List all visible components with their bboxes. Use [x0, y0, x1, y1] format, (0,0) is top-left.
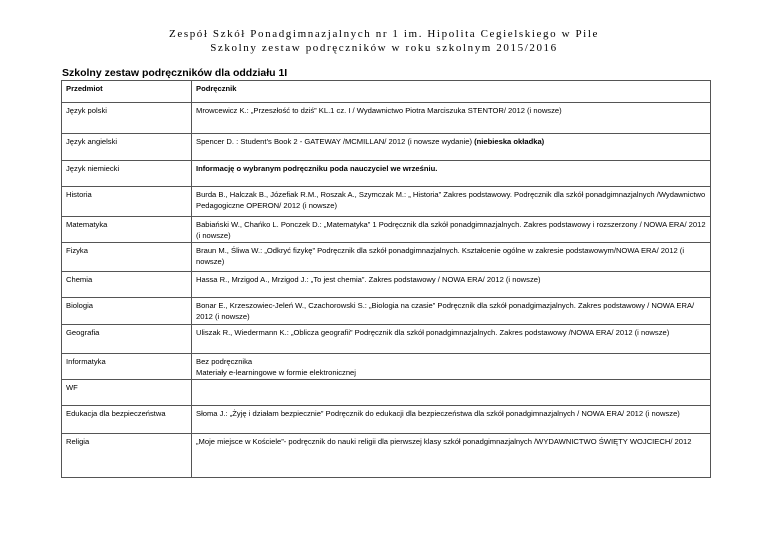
table-row [62, 434, 711, 478]
table-row [62, 272, 711, 298]
table-row [62, 187, 711, 217]
class-title: Szkolny zestaw podręczników dla oddziału 1I [62, 67, 288, 79]
textbook-text: Spencer D. : Student’s Book 2 - GATEWAY /MCMILLAN/ 2012 (i nowsze wydanie) [196, 137, 475, 146]
table-row [62, 298, 711, 325]
textbook-cell [192, 217, 711, 243]
textbook-text: Bonar E., Krzeszowiec-Jeleń W., Czachorowski S.: „Biologia na czasie” Podręcznik dla szkół ponadgimazjalnych. Zakres podstawowy / NOWA ERA/ 2012 (i nowsze) [196, 301, 695, 321]
textbook-text: Uliszak R., Wiedermann K.: „Oblicza geografii” Podręcznik dla szkół ponadgimnazjalnych. Zakres podstawowy /NOWA ERA/ 2012 (i nowsze) [196, 328, 670, 337]
textbook-text: Bez podręcznika [196, 357, 253, 366]
textbook-text: Hassa R., Mrzigod A., Mrzigod J.: „To jest chemia”. Zakres podstawowy / NOWA ERA/ 2012 (i nowsze) [196, 275, 541, 284]
table-row [62, 354, 711, 380]
subject-cell: Fizyka [62, 243, 192, 272]
table-row [62, 103, 711, 134]
textbook-bold-note: Informację o wybranym podręczniku poda nauczyciel we wrześniu. [196, 164, 438, 173]
table-row [62, 325, 711, 354]
textbook-cell [192, 103, 711, 134]
column-header-textbook: Podręcznik [192, 81, 711, 103]
subject-cell: Biologia [62, 298, 192, 325]
textbook-text: Materiały e-learningowe w formie elektronicznej [196, 368, 356, 377]
table-row [62, 161, 711, 187]
table-row [62, 406, 711, 434]
table-header-row [62, 81, 711, 103]
textbook-text: Burda B., Halczak B., Józefiak R.M., Roszak A., Szymczak M.: „ Historia” Zakres podstawowy. Podręcznik dla szkół ponadgimnazjalnych /Wydawnictwo Pedagogiczne OPERON/ 2012 (i nowsze) [196, 190, 706, 210]
subject-cell: Geografia [62, 325, 192, 354]
column-header-subject: Przedmiot [62, 81, 192, 103]
table-row [62, 380, 711, 406]
textbook-cell [192, 325, 711, 354]
table-row [62, 217, 711, 243]
textbook-cell [192, 187, 711, 217]
textbook-cell [192, 134, 711, 161]
subject-cell: WF [62, 380, 192, 406]
subject-cell: Historia [62, 187, 192, 217]
textbook-cell [192, 272, 711, 298]
subject-cell: Religia [62, 434, 192, 478]
textbook-table [61, 80, 711, 478]
textbook-text: Słoma J.: „Żyję i działam bezpiecznie” Podręcznik do edukacji dla bezpieczeństwa dla szkół ponadgimnazjalnych / NOWA ERA/ 2012 (i nowsze) [196, 409, 680, 418]
textbook-text: „Moje miejsce w Kościele”- podręcznik do nauki religii dla pierwszej klasy szkół ponadgimnazjalnych /WYDAWNICTWO ŚWIĘTY WOJCIECH/ 2012 [196, 437, 692, 446]
school-name-header: Zespół Szkół Ponadgimnazjalnych nr 1 im. Hipolita Cegielskiego w Pile [169, 28, 599, 40]
subject-cell: Edukacja dla bezpieczeństwa [62, 406, 192, 434]
textbook-cell [192, 434, 711, 478]
textbook-text: Mrowcewicz K.: „Przeszłość to dziś” KL.1 cz. I / Wydawnictwo Piotra Marciszuka STENTOR/ 2012 (i nowsze) [196, 106, 562, 115]
textbook-cell [192, 380, 711, 406]
subject-cell: Informatyka [62, 354, 192, 380]
textbook-cell [192, 161, 711, 187]
textbook-cell [192, 354, 711, 380]
textbook-cell [192, 243, 711, 272]
school-year-header: Szkolny zestaw podręczników w roku szkolnym 2015/2016 [210, 42, 558, 54]
table-row [62, 243, 711, 272]
subject-cell: Język niemiecki [62, 161, 192, 187]
textbook-cell [192, 298, 711, 325]
textbook-cell [192, 406, 711, 434]
subject-cell: Język polski [62, 103, 192, 134]
subject-cell: Matematyka [62, 217, 192, 243]
table-row [62, 134, 711, 161]
textbook-text: Babiański W., Chańko L. Ponczek D.: „Matematyka” 1 Podręcznik dla szkół ponadgimnazjalnych. Zakres podstawowy i rozszerzony / NOWA ERA/ 2012 (i nowsze) [196, 220, 706, 240]
subject-cell: Język angielski [62, 134, 192, 161]
textbook-bold-note: (niebieska okładka) [474, 137, 545, 146]
subject-cell: Chemia [62, 272, 192, 298]
textbook-text: Braun M., Śliwa W.: „Odkryć fizykę” Podręcznik dla szkół ponadgimnazjalnych. Kształcenie ogólne w zakresie podstawowym/NOWA ERA/ 2012 (i nowsze) [196, 246, 685, 266]
